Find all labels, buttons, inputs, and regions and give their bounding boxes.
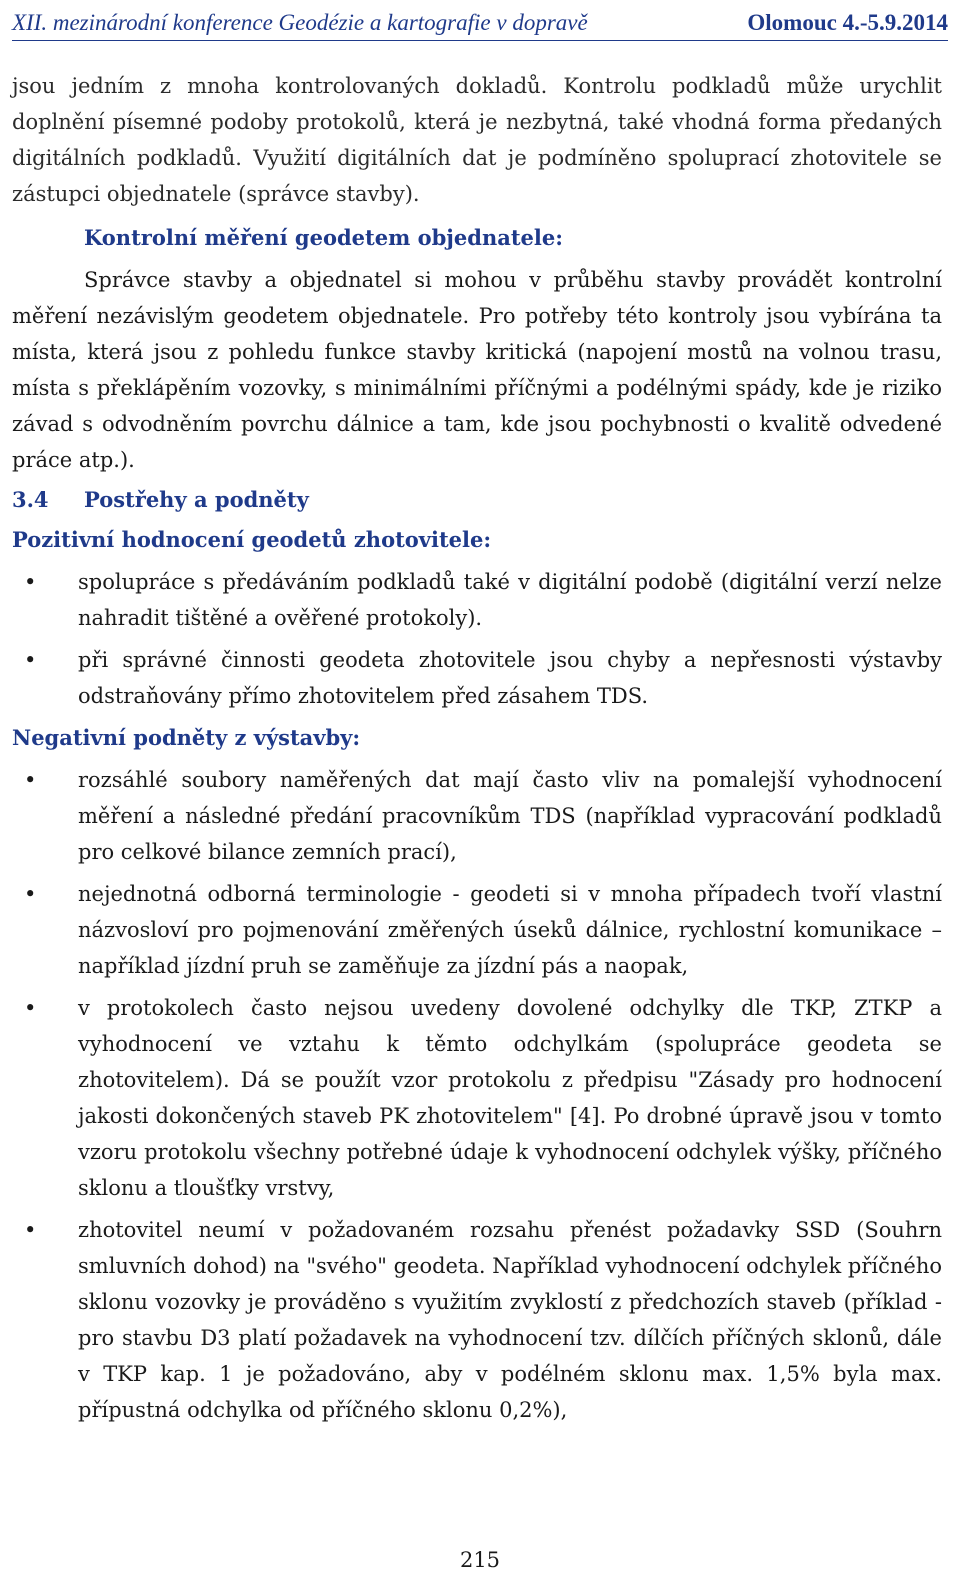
header-divider <box>12 40 948 41</box>
positive-heading: Pozitivní hodnocení geodetů zhotovitele: <box>12 527 492 552</box>
intro-paragraph: jsou jedním z mnoha kontrolovaných dokladů. Kontrolu podkladů může urychlit doplnění písemné podoby protokolů, která je nezbytná, také vhodná forma předaných digitálních podkladů. Využití digitálních dat je podmíněno spoluprací zhotovitele se zástupci objednatele (správce stavby). <box>12 74 942 206</box>
list-item-text: nejednotná odborná terminologie - geodeti si v mnoha případech tvoří vlastní názvosloví pro pojmenování změřených úseků dálnice, rychlostní komunikace – například jízdní pruh se zaměňuje za jízdní pás a naopak, <box>78 882 942 978</box>
list-item-text: spolupráce s předáváním podkladů také v digitální podobě (digitální verzí nelze nahradit tištěné a ověřené protokoly). <box>78 570 942 630</box>
list-item-text: zhotovitel neumí v požadovaném rozsahu přenést požadavky SSD (Souhrn smluvních dohod) na "svého" geodeta. Například vyhodnocení odchylek příčného sklonu vozovky je prováděno s využitím zvyklostí z předchozích staveb (příklad - pro stavbu D3 platí požadavek na vyhodnocení tzv. dílčích příčných sklonů, dále v TKP kap. 1 je požadováno, aby v podélném sklonu max. 1,5% byla max. přípustná odchylka od příčného sklonu 0,2%), <box>78 1218 942 1422</box>
bullet-icon: • <box>24 996 37 1020</box>
list-item-text: rozsáhlé soubory naměřených dat mají často vliv na pomalejší vyhodnocení měření a následné předání pracovníkům TDS (například vypracování podkladů pro celkové bilance zemních prací), <box>78 768 942 864</box>
section-title: Postřehy a podněty <box>84 487 309 512</box>
bullet-icon: • <box>24 570 37 594</box>
negative-heading: Negativní podněty z výstavby: <box>12 725 361 750</box>
conference-place-date: Olomouc 4.-5.9.2014 <box>747 10 948 35</box>
page-body <box>12 68 942 1434</box>
running-header <box>12 2 948 36</box>
section-heading <box>12 482 942 518</box>
list-item <box>12 564 942 636</box>
bullet-icon: • <box>24 882 37 906</box>
bullet-icon: • <box>24 768 37 792</box>
bullet-icon: • <box>24 1218 37 1242</box>
negative-list <box>12 762 942 1428</box>
control-measurement-heading: Kontrolní měření geodetem objednatele: <box>84 225 563 250</box>
bullet-icon: • <box>24 648 37 672</box>
list-item <box>12 876 942 984</box>
list-item-text: při správné činnosti geodeta zhotovitele jsou chyby a nepřesnosti výstavby odstraňovány přímo zhotovitelem před zásahem TDS. <box>78 648 942 708</box>
list-item <box>12 990 942 1206</box>
list-item <box>12 642 942 714</box>
list-item <box>12 762 942 870</box>
list-item-text: v protokolech často nejsou uvedeny dovolené odchylky dle TKP, ZTKP a vyhodnocení ve vztahu k těmto odchylkám (spolupráce geodeta se zhotovitelem). Dá se použít vzor protokolu z předpisu "Zásady pro hodnocení jakosti dokončených staveb PK zhotovitelem" [4]. Po drobné úpravě jsou v tomto vzoru protokolu všechny potřebné údaje k vyhodnocení odchylek výšky, příčného sklonu a tloušťky vrstvy, <box>78 996 942 1200</box>
conference-title: XII. mezinárodní konference Geodézie a kartografie v dopravě <box>12 10 588 35</box>
page-number: 215 <box>459 1548 501 1572</box>
list-item <box>12 1212 942 1428</box>
positive-list <box>12 564 942 714</box>
control-measurement-paragraph: Správce stavby a objednatel si mohou v průběhu stavby provádět kontrolní měření nezávislým geodetem objednatele. Pro potřeby této kontroly jsou vybírána ta místa, která jsou z pohledu funkce stavby kritická (napojení mostů na volnou trasu, místa s překlápěním vozovky, s minimálními příčnými a podélnými spády, kde je riziko závad s odvodněním povrchu dálnice a tam, kde jsou pochybnosti o kvalitě odvedené práce atp.). <box>12 268 942 472</box>
section-number: 3.4 <box>12 487 49 512</box>
